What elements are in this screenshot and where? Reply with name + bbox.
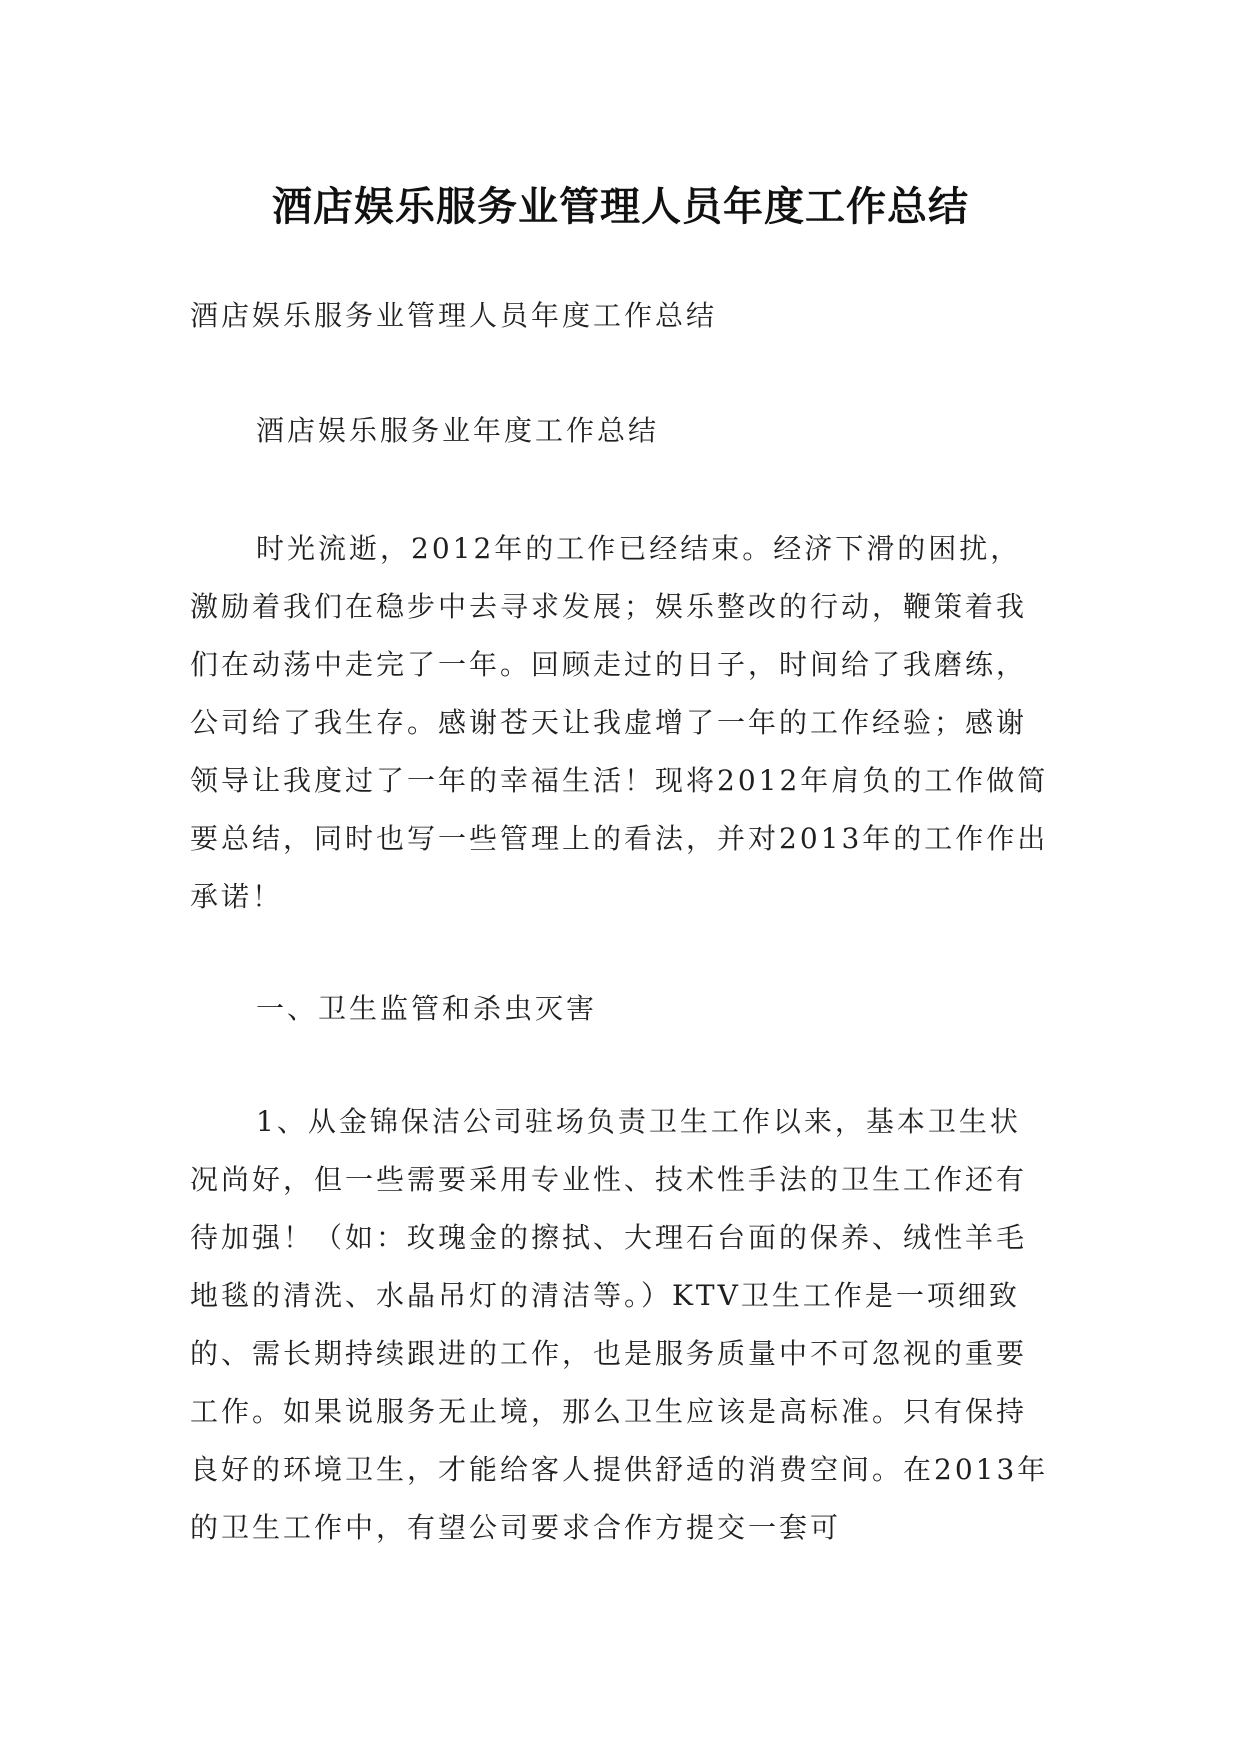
section-paragraph: 1、从金锦保洁公司驻场负责卫生工作以来，基本卫生状况尚好，但一些需要采用专业性、技术性手法的卫生工作还有待加强！（如：玫瑰金的擦拭、大理石台面的保养、绒性羊毛地毯的清洗、水晶吊灯的清洁等。）KTV卫生工作是一项细致的、需长期持续跟进的工作，也是服务质量中不可忽视的重要工作。如果说服务无止境，那么卫生应该是高标准。只有保持良好的环境卫生，才能给客人提供舒适的消费空间。在2013年的卫生工作中，有望公司要求合作方提交一套可: [190, 1105, 1049, 1544]
intro-paragraph: 时光流逝，2012年的工作已经结束。经济下滑的困扰，激励着我们在稳步中去寻求发展；娱乐整改的行动，鞭策着我们在动荡中走完了一年。回顾走过的日子，时间给了我磨练，公司给了我生存。感谢苍天让我虚增了一年的工作经验；感谢领导让我度过了一年的幸福生活！现将2012年肩负的工作做简要总结，同时也写一些管理上的看法，并对2013年的工作作出承诺！: [190, 532, 1049, 913]
document-subtitle: 酒店娱乐服务业管理人员年度工作总结: [190, 299, 718, 332]
summary-heading: 酒店娱乐服务业年度工作总结: [256, 414, 660, 447]
document-title: 酒店娱乐服务业管理人员年度工作总结: [272, 182, 969, 230]
section-title: 一、卫生监管和杀虫灭害: [256, 992, 598, 1025]
